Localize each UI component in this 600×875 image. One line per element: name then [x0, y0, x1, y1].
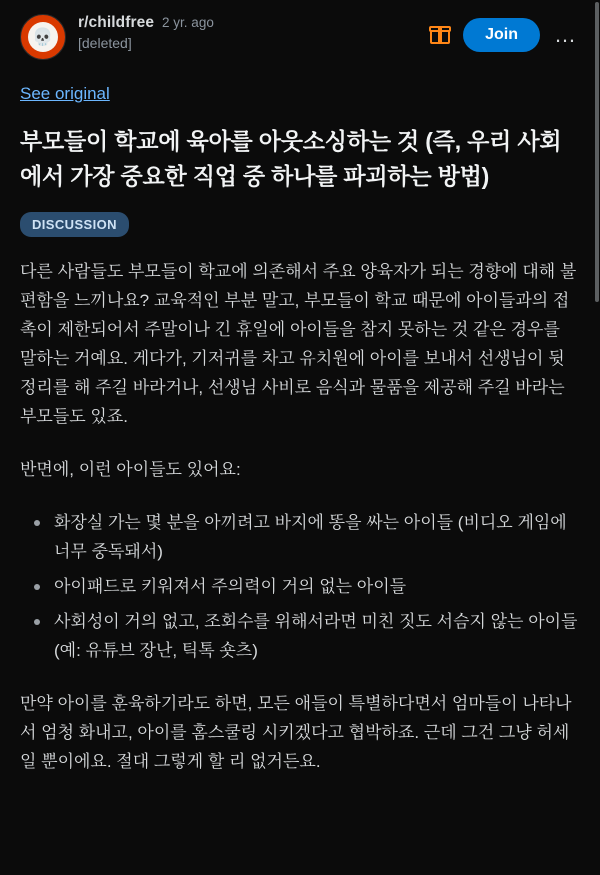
- post-paragraph-2: 반면에, 이런 아이들도 있어요:: [20, 460, 241, 479]
- subreddit-avatar[interactable]: [20, 14, 66, 60]
- list-item: 화장실 가는 몇 분을 아끼려고 바지에 똥을 싸는 아이들 (비디오 게임에 너무 중독돼서): [54, 508, 580, 566]
- scrollbar-thumb[interactable]: [595, 2, 599, 302]
- post-body: [20, 257, 580, 776]
- post-meta: [78, 14, 429, 51]
- post-meta-line: [78, 14, 429, 32]
- list-item: 아이패드로 키워져서 주의력이 거의 없는 아이들: [54, 572, 580, 601]
- join-button[interactable]: Join: [463, 18, 540, 52]
- page-title: 부모들이 학교에 육아를 아웃소싱하는 것 (즉, 우리 사회에서 가장 중요한 직업 중 하나를 파괴하는 방법): [20, 128, 562, 189]
- award-icon[interactable]: [429, 24, 451, 46]
- post-author: [deleted]: [78, 35, 132, 51]
- post-flair-badge[interactable]: DISCUSSION: [20, 212, 129, 237]
- post-age: 2 yr. ago: [162, 15, 214, 30]
- post-paragraph-3: 만약 아이를 훈육하기라도 하면, 모든 애들이 특별하다면서 엄마들이 나타나서 엄청 화내고, 아이를 홈스쿨링 시키겠다고 협박하죠. 근데 그건 그냥 허세일 뿐이에요. 절대 그렇게 할 리 없거든요.: [20, 694, 572, 771]
- no-child-icon: 💀: [32, 27, 54, 47]
- list-item: 사회성이 거의 없고, 조회수를 위해서라면 미친 짓도 서슴지 않는 아이들 (예: 유튜브 장난, 틱톡 숏츠): [54, 607, 580, 665]
- post-paragraph-1: 다른 사람들도 부모들이 학교에 의존해서 주요 양육자가 되는 경향에 대해 불편함을 느끼나요? 교육적인 부분 말고, 부모들이 학교 때문에 아이들과의 접촉이 제한되어서 주말이나 긴 휴일에 아이들을 참지 못하는 것 같은 경우를 말하는 거예요. 게다가, 기저귀를 차고 유치원에 아이를 보내서 선생님이 뒷정리를 해 주길 바라거나, 선생님 사비로 음식과 물품을 제공해 주길 바라는 부모들도 있죠.: [20, 262, 577, 426]
- subreddit-name[interactable]: r/childfree: [78, 14, 155, 31]
- post-header: [20, 0, 580, 58]
- see-original-link[interactable]: See original: [20, 84, 110, 103]
- more-options-icon[interactable]: …: [554, 22, 578, 47]
- vertical-scrollbar[interactable]: [595, 0, 599, 875]
- award-band-shape: [438, 26, 442, 44]
- header-actions: [429, 14, 580, 52]
- post-list: [20, 508, 580, 665]
